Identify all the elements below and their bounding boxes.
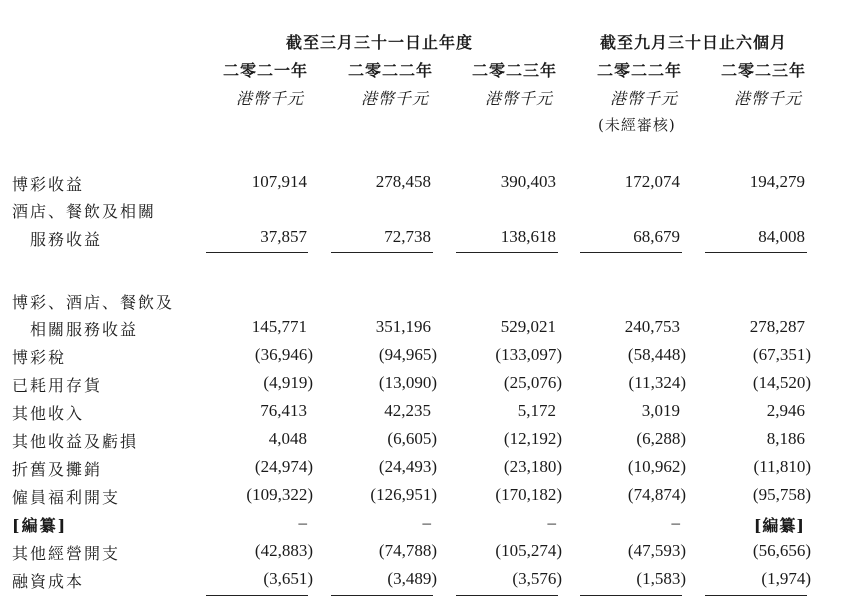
table-cell: (14,520) <box>752 373 811 392</box>
row-label: 其他經營開支 <box>12 544 121 563</box>
row-label: 博彩稅 <box>12 348 67 367</box>
table-cell: (36,946) <box>254 345 313 364</box>
bottom-rule <box>456 595 558 596</box>
header-unit-col3: 港幣千元 <box>485 89 554 108</box>
header-year-col5: 二零二三年 <box>721 61 807 80</box>
row-label: 其他收益及虧損 <box>12 432 139 451</box>
row-label: 其他收入 <box>12 404 85 423</box>
table-cell: (11,810) <box>753 457 811 476</box>
table-cell: 240,753 <box>624 317 680 336</box>
table-cell: (6,288) <box>636 429 686 448</box>
table-cell: (25,076) <box>503 373 562 392</box>
header-unit-col1: 港幣千元 <box>236 89 305 108</box>
table-cell: 194,279 <box>749 172 805 191</box>
table-cell: 5,172 <box>517 401 556 420</box>
table-cell: (74,874) <box>627 485 686 504</box>
header-year-col2: 二零二二年 <box>348 61 434 80</box>
table-cell: (3,651) <box>263 569 313 588</box>
header-unaudited-note: (未經審核) <box>598 116 676 134</box>
row-label: 僱員福利開支 <box>12 488 121 507</box>
table-cell: 145,771 <box>251 317 307 336</box>
row-label: 酒店、餐飲及相關 <box>12 202 157 221</box>
table-cell: (13,090) <box>378 373 437 392</box>
table-cell: (95,758) <box>752 485 811 504</box>
table-cell: (58,448) <box>627 345 686 364</box>
table-cell: (74,788) <box>378 541 437 560</box>
table-cell: 76,413 <box>260 401 307 420</box>
table-cell: 42,235 <box>384 401 431 420</box>
table-cell: 37,857 <box>260 227 307 246</box>
row-label: 融資成本 <box>12 572 85 591</box>
table-cell: (109,322) <box>246 485 313 504</box>
table-cell: 278,287 <box>749 317 805 336</box>
header-year-col3: 二零二三年 <box>472 61 558 80</box>
table-cell: [編纂] <box>753 516 805 535</box>
table-cell: (24,974) <box>254 457 313 476</box>
table-cell: 4,048 <box>268 429 307 448</box>
bottom-rule <box>206 595 308 596</box>
table-cell: (126,951) <box>370 485 437 504</box>
table-cell: (1,583) <box>636 569 686 588</box>
table-cell: (67,351) <box>752 345 811 364</box>
table-cell: 278,458 <box>375 172 431 191</box>
table-cell: (3,576) <box>512 569 562 588</box>
header-group-year: 截至三月三十一日止年度 <box>286 33 474 52</box>
table-cell: (3,489) <box>387 569 437 588</box>
table-cell: (94,965) <box>378 345 437 364</box>
bottom-rule <box>331 595 433 596</box>
row-label: 折舊及攤銷 <box>12 460 103 479</box>
row-label: 已耗用存貨 <box>12 376 103 395</box>
row-label: 博彩、酒店、餐飲及 <box>12 293 175 312</box>
header-unit-col5: 港幣千元 <box>734 89 803 108</box>
table-cell: (12,192) <box>503 429 562 448</box>
table-cell: 172,074 <box>624 172 680 191</box>
table-cell: (4,919) <box>263 373 313 392</box>
table-cell: (170,182) <box>495 485 562 504</box>
table-cell: 3,019 <box>641 401 680 420</box>
table-cell: – <box>422 513 431 532</box>
table-cell: (133,097) <box>495 345 562 364</box>
table-cell: 2,946 <box>766 401 805 420</box>
table-cell: (56,656) <box>752 541 811 560</box>
table-cell: (47,593) <box>627 541 686 560</box>
table-cell: 529,021 <box>500 317 556 336</box>
subtotal-rule <box>206 252 308 253</box>
table-cell: (6,605) <box>387 429 437 448</box>
bottom-rule <box>580 595 682 596</box>
table-cell: 68,679 <box>633 227 680 246</box>
subtotal-rule <box>580 252 682 253</box>
table-cell: 72,738 <box>384 227 431 246</box>
subtotal-rule <box>456 252 558 253</box>
subtotal-rule <box>331 252 433 253</box>
table-cell: 107,914 <box>251 172 307 191</box>
row-label: 相關服務收益 <box>30 320 139 339</box>
table-cell: 84,008 <box>758 227 805 246</box>
header-group-six-months: 截至九月三十日止六個月 <box>600 33 788 52</box>
table-cell: (23,180) <box>503 457 562 476</box>
table-cell: (11,324) <box>628 373 686 392</box>
subtotal-rule <box>705 252 807 253</box>
table-cell: (42,883) <box>254 541 313 560</box>
table-cell: 138,618 <box>500 227 556 246</box>
table-cell: 8,186 <box>766 429 805 448</box>
table-cell: (105,274) <box>495 541 562 560</box>
table-cell: – <box>298 513 307 532</box>
row-label: 服務收益 <box>30 230 103 249</box>
row-label: [編纂] <box>12 516 68 535</box>
table-cell: 351,196 <box>375 317 431 336</box>
header-unit-col2: 港幣千元 <box>361 89 430 108</box>
header-unit-col4: 港幣千元 <box>610 89 679 108</box>
header-year-col4: 二零二二年 <box>597 61 683 80</box>
table-cell: 390,403 <box>500 172 556 191</box>
row-label: 博彩收益 <box>12 175 85 194</box>
table-cell: (10,962) <box>627 457 686 476</box>
table-cell: – <box>671 513 680 532</box>
bottom-rule <box>705 595 807 596</box>
table-cell: – <box>547 513 556 532</box>
table-cell: (1,974) <box>761 569 811 588</box>
table-cell: (24,493) <box>378 457 437 476</box>
header-year-col1: 二零二一年 <box>223 61 309 80</box>
